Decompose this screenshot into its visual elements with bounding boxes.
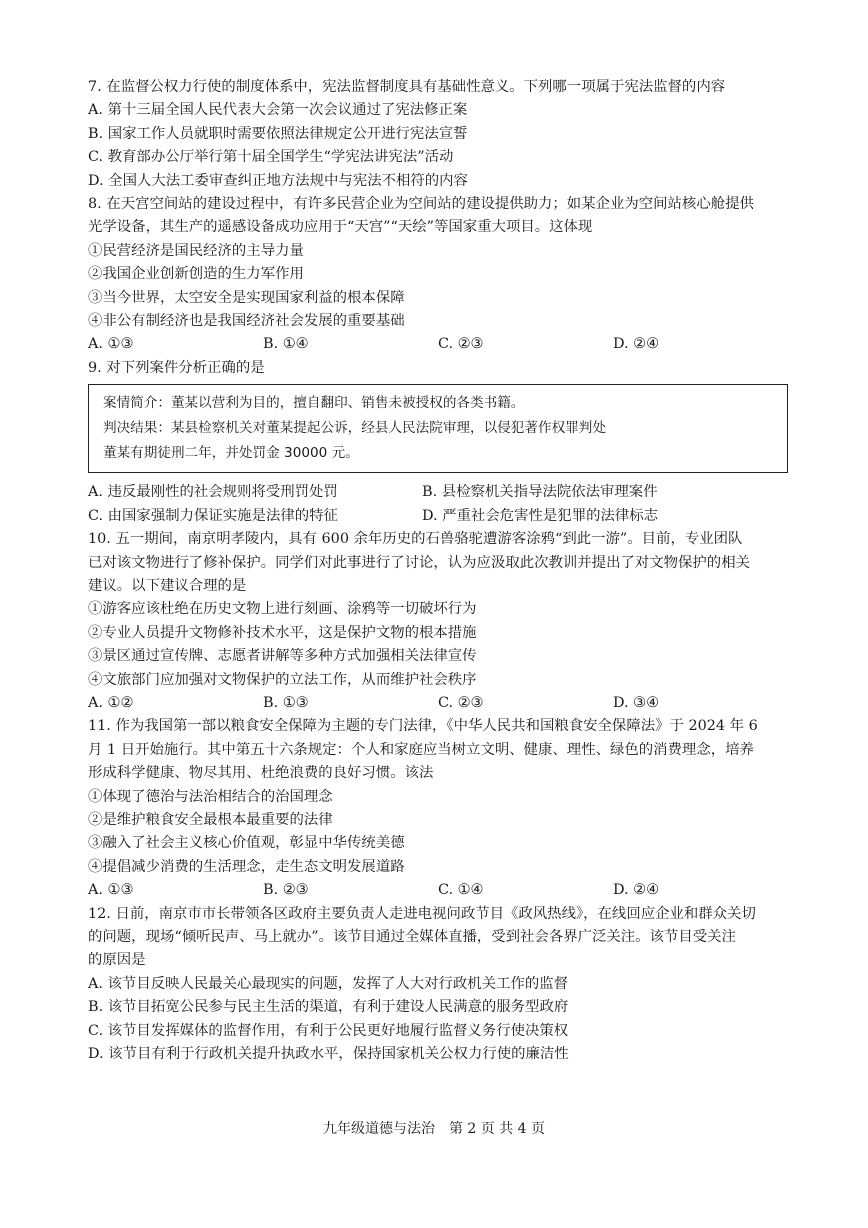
q10-statement-4: ④文旅部门应加强对文物保护的立法工作，从而维护社会秩序: [88, 671, 477, 688]
q10-option-b: B. ①③: [263, 694, 309, 711]
q10-statement-2: ②专业人员提升文物修补技术水平，这是保护文物的根本措施: [88, 624, 477, 641]
q10-stem-line-1: 10. 五一期间，南京明孝陵内，具有 600 余年历史的石兽骆驼遭游客涂鸦“到此一游”。目前，专业团队: [88, 531, 743, 548]
question-content: [88, 76, 788, 1066]
q11-stem-line-3: 形成科学健康、物尽其用、杜绝浪费的良好习惯。该法: [88, 765, 434, 782]
question-7: [88, 76, 788, 193]
q7-option-b: B. 国家工作人员就职时需要依照法律规定公开进行宪法宣誓: [88, 125, 468, 142]
q10-option-d: D. ③④: [613, 694, 659, 711]
q11-statement-4: ④提倡减少消费的生活理念，走生态文明发展道路: [88, 858, 405, 875]
q10-option-a: A. ①②: [88, 694, 134, 711]
q9-option-b: B. 县检察机关指导法院依法审理案件: [422, 484, 658, 501]
q11-statement-3: ③融入了社会主义核心价值观，彰显中华传统美德: [88, 835, 405, 852]
q7-stem: 7. 在监督公权力行使的制度体系中，宪法监督制度具有基础性意义。下列哪一项属于宪法监督的内容: [88, 79, 726, 95]
q8-option-a: A. ①③: [88, 336, 134, 353]
page-footer: 九年级道德与法治 第 2 页 共 4 页: [322, 1121, 546, 1137]
q8-options: [88, 333, 788, 356]
q11-options: [88, 879, 788, 902]
q9-case-line-3: 董某有期徒刑二年，并处罚金 30000 元。: [103, 445, 359, 462]
q9-case-box: [88, 384, 788, 473]
q8-stem-line-1: 8. 在天宫空间站的建设过程中，有许多民营企业为空间站的建设提供助力；如某企业为空间站核心舱提供: [88, 196, 754, 213]
q11-stem-line-2: 月 1 日开始施行。其中第五十六条规定：个人和家庭应当树立文明、健康、理性、绿色的消费理念，培养: [88, 741, 754, 758]
q8-option-c: C. ②③: [438, 336, 484, 353]
question-10: [88, 528, 788, 715]
q8-statement-1: ①民营经济是国民经济的主导力量: [88, 242, 304, 259]
q8-statement-2: ②我国企业创新创造的生力军作用: [88, 266, 304, 283]
q10-stem-line-3: 建议。以下建议合理的是: [88, 577, 247, 594]
q9-case-line-2: 判决结果：某县检察机关对董某提起公诉，经县人民法院审理，以侵犯著作权罪判处: [103, 420, 606, 437]
q9-option-a: A. 违反最刚性的社会规则将受刑罚处罚: [88, 484, 338, 501]
question-9: [88, 357, 788, 528]
q12-stem-line-3: 的原因是: [88, 952, 146, 969]
q9-stem: 9. 对下列案件分析正确的是: [88, 359, 265, 376]
q8-option-d: D. ②④: [613, 336, 659, 353]
q9-option-d: D. 严重社会危害性是犯罪的法律标志: [422, 507, 659, 524]
q10-stem-line-2: 已对该文物进行了修补保护。同学们对此事进行了讨论，认为应汲取此次教训并提出了对文物保护的相关: [88, 554, 750, 571]
q10-statement-1: ①游客应该杜绝在历史文物上进行刻画、涂鸦等一切破坏行为: [88, 601, 477, 618]
q12-option-d: D. 该节目有利于行政机关提升执政水平，保持国家机关公权力行使的廉洁性: [88, 1046, 569, 1063]
q9-options-row-1: [88, 481, 788, 504]
q11-option-a: A. ①③: [88, 882, 134, 899]
q7-option-c: C. 教育部办公厅举行第十届全国学生“学宪法讲宪法”活动: [88, 149, 454, 166]
q7-option-d: D. 全国人大法工委审查纠正地方法规中与宪法不相符的内容: [88, 172, 468, 189]
q7-option-a: A. 第十三届全国人民代表大会第一次会议通过了宪法修正案: [88, 102, 468, 119]
q9-option-c: C. 由国家强制力保证实施是法律的特征: [88, 507, 338, 524]
q8-option-b: B. ①④: [263, 336, 309, 353]
q10-options: [88, 692, 788, 715]
q8-statement-4: ④非公有制经济也是我国经济社会发展的重要基础: [88, 313, 405, 330]
question-12: [88, 903, 788, 1067]
q12-option-c: C. 该节目发挥媒体的监督作用，有利于公民更好地履行监督义务行使决策权: [88, 1022, 569, 1039]
q11-option-d: D. ②④: [613, 882, 659, 899]
question-11: [88, 715, 788, 902]
question-8: [88, 193, 788, 357]
q8-stem-line-2: 光学设备，其生产的遥感设备成功应用于“天宫”“天绘”等国家重大项目。这体现: [88, 219, 593, 236]
q11-option-b: B. ②③: [263, 882, 309, 899]
q11-statement-2: ②是维护粮食安全最根本最重要的法律: [88, 811, 333, 828]
q10-statement-3: ③景区通过宣传牌、志愿者讲解等多种方式加强相关法律宣传: [88, 648, 477, 665]
q11-statement-1: ①体现了德治与法治相结合的治国理念: [88, 788, 333, 805]
q11-option-c: C. ①④: [438, 882, 484, 899]
q11-stem-line-1: 11. 作为我国第一部以粮食安全保障为主题的专门法律，《中华人民共和国粮食安全保障法》于 2024 年 6: [88, 718, 758, 735]
q12-stem-line-2: 的问题，现场“倾听民声、马上就办”。该节目通过全媒体直播，受到社会各界广泛关注。该节目受关注: [88, 929, 736, 945]
q9-options-row-2: [88, 505, 788, 528]
q12-option-a: A. 该节目反映人民最关心最现实的问题，发挥了人大对行政机关工作的监督: [88, 975, 569, 992]
q12-option-b: B. 该节目拓宽公民参与民主生活的渠道，有利于建设人民满意的服务型政府: [88, 999, 569, 1016]
q12-stem-line-1: 12. 日前，南京市市长带领各区政府主要负责人走进电视问政节目《政风热线》，在线回应企业和群众关切: [88, 905, 756, 922]
q10-option-c: C. ②③: [438, 694, 484, 711]
q9-case-line-1: 案情简介：董某以营利为目的，擅自翻印、销售未被授权的各类书籍。: [103, 395, 525, 412]
q8-statement-3: ③当今世界，太空安全是实现国家利益的根本保障: [88, 289, 405, 306]
